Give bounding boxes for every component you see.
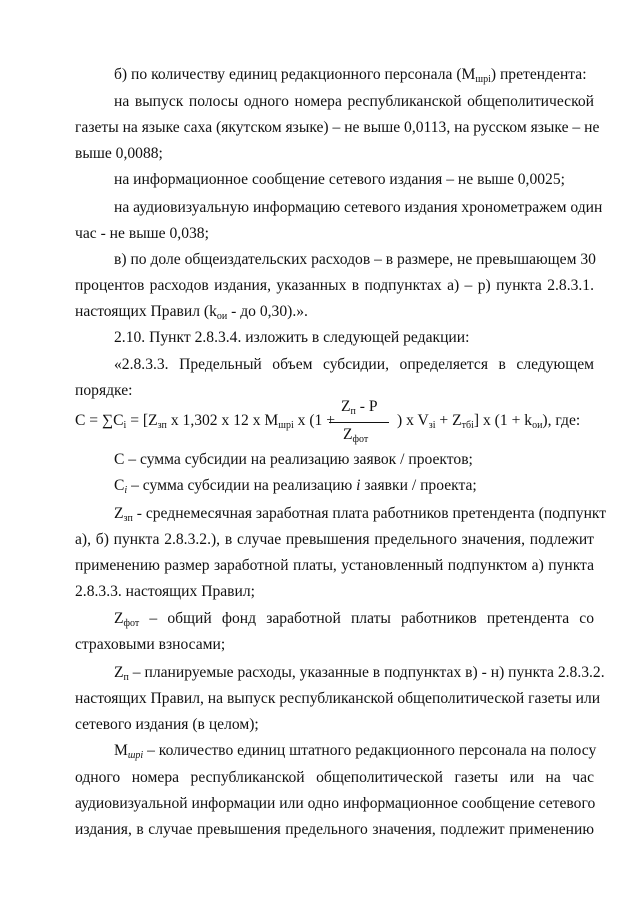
criterion-b-heading: б) по количеству единиц редакционного персонала $(М_{шрi})$ претендента: <box>114 66 587 85</box>
formula-fraction-bar <box>329 422 389 423</box>
limit-line-1: «2.8.3.3. Предельный объем субсидии, определяется в следующем <box>114 356 594 373</box>
newspaper-line-2: газеты на языке саха (якутском языке) – не выше 0,0113, на русском языке – не <box>75 119 600 136</box>
newspaper-line-3: выше 0,0088; <box>75 145 163 162</box>
definition-ci: $C_i$ – сумма субсидии на реализацию i заявки / проекта; <box>114 477 477 496</box>
formula-fraction-denominator: $Z_{фот}$ <box>343 426 369 445</box>
criterion-v-line-3: настоящих Правил ($k_{ои}$ - до 0,30).». <box>75 303 308 322</box>
audiovisual-line-2: час - не выше 0,038; <box>75 225 209 242</box>
definition-zp-line-2: настоящих Правил, на выпуск республиканской общеполитической газеты или <box>75 690 601 707</box>
definition-mshri-line-3: аудиовизуальной информации или одно информационное сообщение сетевого <box>75 795 596 812</box>
limit-line-2: порядке: <box>75 382 133 399</box>
definition-mshri-line-2: одного номера республиканской общеполитической газеты или на час <box>75 769 594 786</box>
definition-mshri-line-1: $М_{шрi}$ – количество единиц штатного редакционного персонала на полосу <box>114 742 597 761</box>
audiovisual-line-1: на аудиовизуальную информацию сетевого издания хронометражем один <box>114 199 603 216</box>
definition-zzp-line-2: а), б) пункта 2.8.3.2.), в случае превышения предельного значения, подлежит <box>75 531 594 548</box>
definition-zfot-line-2: страховыми взносами; <box>75 636 226 653</box>
formula-left-part: $C = \sum C_i = [Z_{зп}$ х 1,302 х 12 х $М_{шрi}$ х (1 + <box>75 412 336 431</box>
definition-zzp-line-1: $Z_{зп}$ - среднемесячная заработная плата работников претендента (подпункт <box>114 505 607 524</box>
criterion-v-line-1: в) по доле общеиздательских расходов – в размере, не превышающем 30 <box>114 251 596 268</box>
newspaper-line-1: на выпуск полосы одного номера республиканской общеполитической <box>114 93 594 110</box>
definition-zzp-line-3: применению размер заработной платы, установленный подпунктом а) пункта <box>75 557 594 574</box>
definition-zp-line-1: $Z_п$ – планируемые расходы, указанные в подпунктах в) - н) пункта 2.8.3.2. <box>114 664 605 683</box>
definition-c: C – сумма субсидии на реализацию заявок / проектов; <box>114 451 473 468</box>
definition-zfot-line-1: $Z_{фот}$ – общий фонд заработной платы работников претендента со <box>114 610 594 629</box>
formula-fraction-numerator: $Z_п$ - P <box>341 398 378 417</box>
definition-zp-line-3: сетевого издания (в целом); <box>75 716 259 733</box>
subsidy-formula <box>75 398 615 445</box>
info-message-line: на информационное сообщение сетевого издания – не выше 0,0025; <box>114 171 565 188</box>
definition-zzp-line-4: 2.8.3.3. настоящих Правил; <box>75 583 255 600</box>
formula-right-part: ) x $V_{зi} + Z_{тбi}$] х $(1 + k_{ои})$, где: <box>397 412 581 431</box>
criterion-v-line-2: процентов расходов издания, указанных в подпунктах а) – р) пункта 2.8.3.1. <box>75 277 594 294</box>
definition-mshri-line-4: издания, в случае превышения предельного значения, подлежит применению <box>75 821 594 838</box>
amendment-line: 2.10. Пункт 2.8.3.4. изложить в следующей редакции: <box>114 329 470 346</box>
